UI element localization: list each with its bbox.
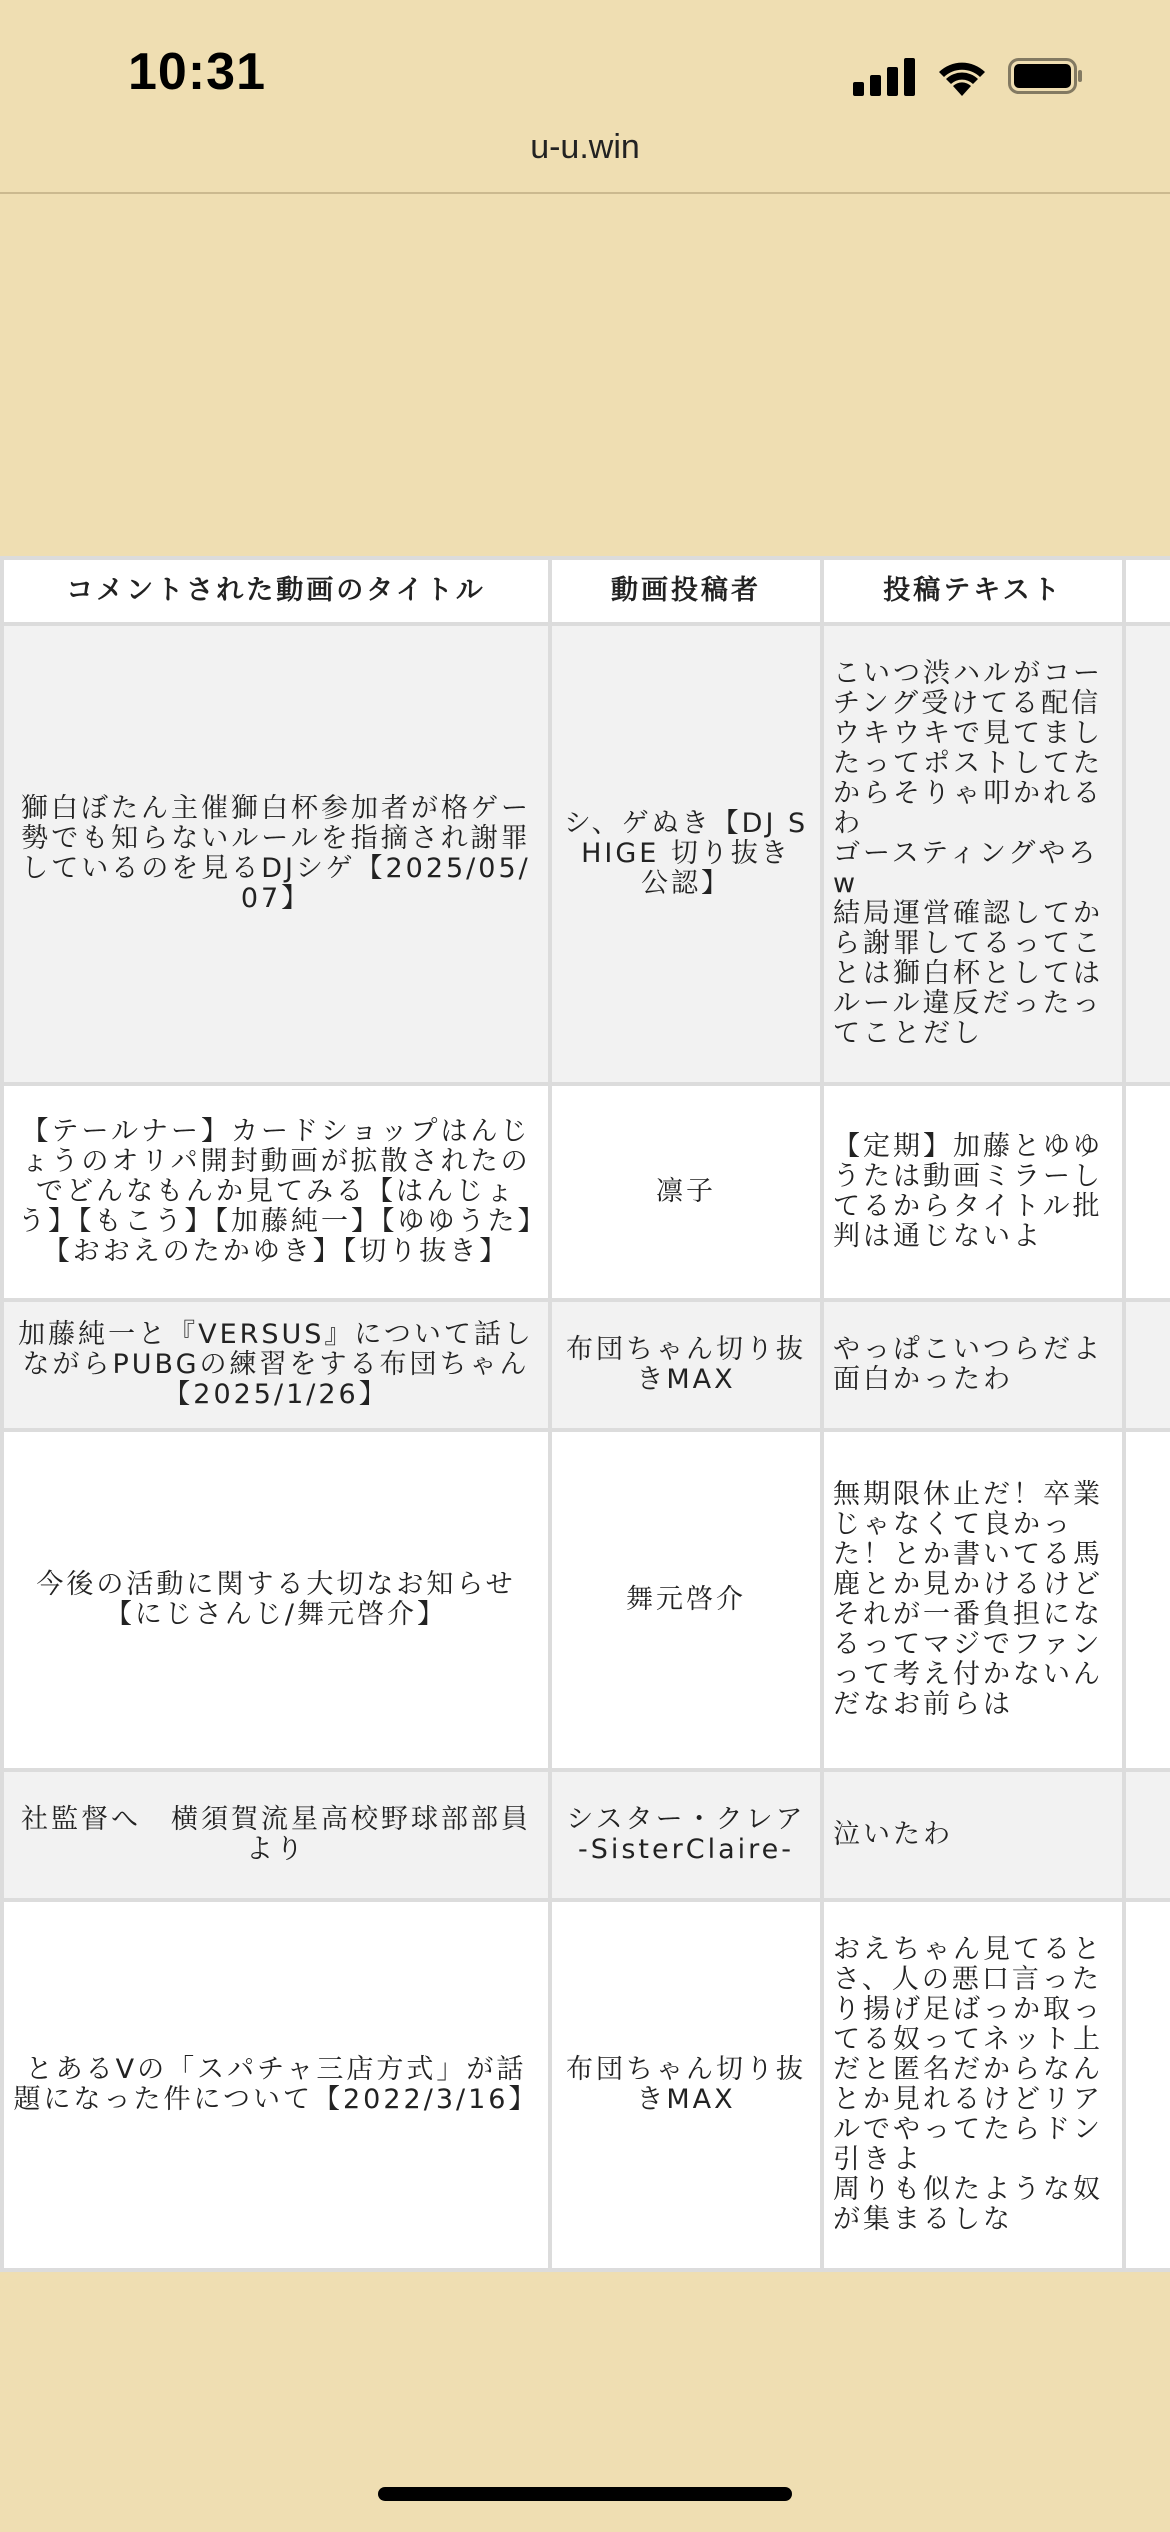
extra-cell — [1124, 1430, 1170, 1770]
post-text-cell: こいつ渋ハルがコーチング受けてる配信ウキウキで見てましたってポストしてたからそりゃ叩かれるわ ゴースティングやろw 結局運営確認してから謝罪してるってことは獅白杯としてはルール違反だったってことだし — [822, 624, 1124, 1084]
extra-cell — [1124, 624, 1170, 1084]
table-row — [2, 1300, 1170, 1430]
video-title-cell: 今後の活動に関する大切なお知らせ【にじさんじ/舞元啓介】 — [2, 1430, 550, 1770]
post-text-cell: おえちゃん見てるとさ、人の悪口言ったり揚げ足ばっか取ってる奴ってネット上だと匿名だからなんとか見れるけどリアルでやってたらドン引きよ 周りも似たような奴が集まるしな — [822, 1900, 1124, 2270]
table-header-row — [2, 558, 1170, 624]
header-post-text: 投稿テキスト — [822, 558, 1124, 624]
post-text-cell: やっぱこいつらだよ面白かったわ — [822, 1300, 1124, 1430]
battery-icon — [1008, 58, 1084, 94]
uploader-cell: シスター・クレア -SisterClaire- — [550, 1770, 822, 1900]
comments-table — [0, 556, 1170, 2272]
post-text-cell: 【定期】加藤とゆゆうたは動画ミラーしてるからタイトル批判は通じないよ — [822, 1084, 1124, 1300]
uploader-cell: 舞元啓介 — [550, 1430, 822, 1770]
status-bar — [0, 0, 1170, 120]
table-row — [2, 1770, 1170, 1900]
cellular-signal-icon — [853, 58, 915, 96]
extra-cell — [1124, 1900, 1170, 2270]
video-title-cell: 社監督へ 横須賀流星高校野球部部員より — [2, 1770, 550, 1900]
url-text: u-u.win — [530, 128, 640, 166]
uploader-cell: 凛子 — [550, 1084, 822, 1300]
header-video-uploader: 動画投稿者 — [550, 558, 822, 624]
uploader-cell: 布団ちゃん切り抜きMAX — [550, 1300, 822, 1430]
header-extra-column — [1124, 558, 1170, 624]
post-text-cell: 無期限休止だ！卒業じゃなくて良かった！とか書いてる馬鹿とか見かけるけど それが一番負担になるってマジでファンって考え付かないんだなお前らは — [822, 1430, 1124, 1770]
table-row — [2, 624, 1170, 1084]
table-row — [2, 1900, 1170, 2270]
home-indicator[interactable] — [378, 2487, 792, 2501]
video-title-cell: 獅白ぼたん主催獅白杯参加者が格ゲー勢でも知らないルールを指摘され謝罪しているのを見るDJシゲ【2025/05/07】 — [2, 624, 550, 1084]
uploader-cell: シ、ゲぬき【DJ SHIGE 切り抜き 公認】 — [550, 624, 822, 1084]
extra-cell — [1124, 1084, 1170, 1300]
wifi-icon — [937, 56, 987, 96]
extra-cell — [1124, 1770, 1170, 1900]
header-video-title: コメントされた動画のタイトル — [2, 558, 550, 624]
status-time: 10:31 — [128, 43, 266, 101]
video-title-cell: 加藤純一と『VERSUS』について話しながらPUBGの練習をする布団ちゃん【2025/1/26】 — [2, 1300, 550, 1430]
table-row — [2, 1084, 1170, 1300]
video-title-cell: 【テールナー】カードショップはんじょうのオリパ開封動画が拡散されたのでどんなもんか見てみる【はんじょう】【もこう】【加藤純一】【ゆゆうた】【おおえのたかゆき】【切り抜き】 — [2, 1084, 550, 1300]
post-text-cell: 泣いたわ — [822, 1770, 1124, 1900]
uploader-cell: 布団ちゃん切り抜きMAX — [550, 1900, 822, 2270]
comments-table-container — [0, 556, 1170, 2272]
extra-cell — [1124, 1300, 1170, 1430]
table-row — [2, 1430, 1170, 1770]
video-title-cell: とあるVの「スパチャ三店方式」が話題になった件について【2022/3/16】 — [2, 1900, 550, 2270]
address-bar[interactable] — [0, 120, 1170, 194]
